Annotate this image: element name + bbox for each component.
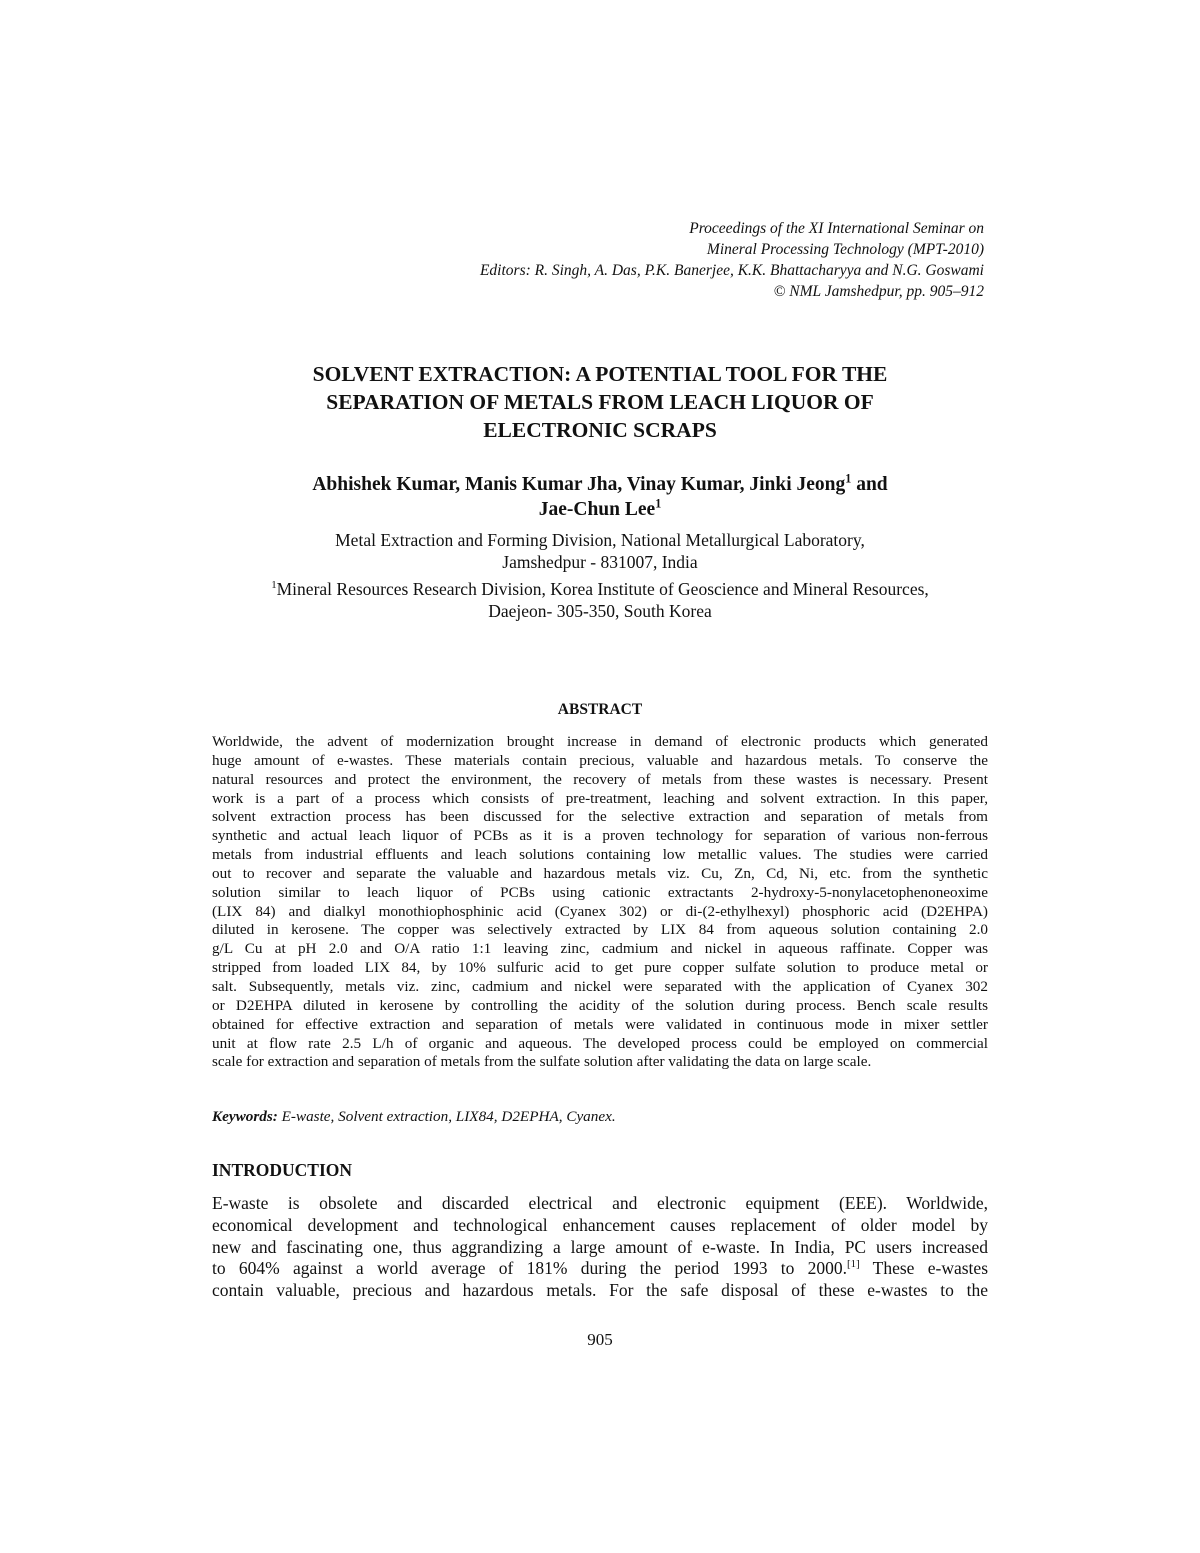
abstract-line: (LIX 84) and dialkyl monothiophosphinic acid (Cyanex 302) or di-(2-ethylhexyl) phosphoric acid (D2EHPA) — [212, 902, 988, 920]
abstract-line: unit at flow rate 2.5 L/h of organic and aqueous. The developed process could be employed on commercial — [212, 1034, 988, 1052]
keywords-label: Keywords: — [212, 1108, 278, 1125]
intro-line: contain valuable, precious and hazardous metals. For the safe disposal of these e-wastes to the — [212, 1280, 988, 1301]
intro-line: new and fascinating one, thus aggrandizing a large amount of e-waste. In India, PC users increased — [212, 1236, 988, 1257]
keywords — [212, 1107, 988, 1127]
abstract-line: Worldwide, the advent of modernization brought increase in demand of electronic products which generated — [212, 733, 988, 750]
abstract-line: g/L Cu at pH 2.0 and O/A ratio 1:1 leaving zinc, cadmium and nickel in aqueous raffinate. Copper was — [212, 940, 988, 958]
abstract-line: stripped from loaded LIX 84, by 10% sulfuric acid to get pure copper sulfate solution to produce metal or — [212, 959, 988, 977]
abstract-line: natural resources and protect the environment, the recovery of metals from these wastes is necessary. Present — [212, 770, 988, 788]
title-line: SOLVENT EXTRACTION: A POTENTIAL TOOL FOR THE — [312, 362, 888, 386]
affiliation-text: Mineral Resources Research Division, Korea Institute of Geoscience and Mineral Resources, — [276, 579, 929, 599]
abstract-line: synthetic and actual leach liquor of PCBs as it is a proven technology for separation of various non-ferrous — [212, 827, 988, 845]
abstract-body — [212, 733, 988, 1072]
intro-line: E-waste is obsolete and discarded electrical and electronic equipment (EEE). Worldwide, — [212, 1193, 988, 1213]
abstract-line: metals from industrial effluents and leach solutions containing low metallic values. The studies were carried — [212, 846, 988, 864]
abstract-line: obtained for effective extraction and separation of metals were validated in continuous mode in mixer settler — [212, 1015, 988, 1033]
affiliation-line: Metal Extraction and Forming Division, National Metallurgical Laboratory, — [335, 530, 865, 550]
introduction-body — [212, 1193, 988, 1302]
affiliation-line: Daejeon- 305-350, South Korea — [488, 601, 712, 621]
abstract-line: scale for extraction and separation of metals from the sulfate solution after validating the data on large scale. — [212, 1053, 872, 1071]
abstract-line: solvent extraction process has been discussed for the selective extraction and separation of metals from — [212, 808, 988, 826]
affiliation-kigam — [212, 578, 988, 622]
abstract-line: or D2EHPA diluted in kerosene by controlling the acidity of the solution during process. Bench scale results — [212, 996, 988, 1014]
keywords-text: E-waste, Solvent extraction, LIX84, D2EPHA, Cyanex. — [277, 1108, 616, 1125]
page-number: 905 — [587, 1330, 613, 1349]
affiliation-marker: 1 — [655, 496, 662, 511]
abstract-line: out to recover and separate the valuable and hazardous metals viz. Cu, Zn, Cd, Ni, etc. from the synthetic — [212, 864, 988, 882]
intro-line: economical development and technological enhancement causes replacement of older model by — [212, 1214, 988, 1235]
affiliation-marker: 1 — [271, 579, 277, 592]
author-list — [212, 472, 988, 522]
paper-title — [212, 360, 988, 444]
author-conjunction: and — [851, 474, 888, 495]
intro-line — [212, 1258, 988, 1280]
abstract-line: work is a part of a process which consists of pre-treatment, leaching and solvent extraction. In this paper, — [212, 789, 988, 807]
abstract-line: salt. Subsequently, metals viz. zinc, cadmium and nickel were separated with the application of Cyanex 302 — [212, 977, 988, 995]
intro-text: to 604% against a world average of 181% during the period 1993 to 2000. — [212, 1258, 848, 1279]
affiliation-line: Jamshedpur - 831007, India — [502, 552, 698, 572]
proceedings-header — [480, 218, 984, 302]
abstract-line: solution similar to leach liquor of PCBs using cationic extractants 2-hydroxy-5-nonylacetophenoneoxime — [212, 883, 988, 901]
author-names: Abhishek Kumar, Manis Kumar Jha, Vinay Kumar, Jinki Jeong — [312, 474, 846, 495]
introduction-heading: INTRODUCTION — [212, 1160, 353, 1180]
header-line: Editors: R. Singh, A. Das, P.K. Banerjee, K.K. Bhattacharyya and N.G. Goswami — [479, 262, 984, 279]
citation-marker: [1] — [847, 1258, 860, 1271]
affiliation-line — [212, 578, 988, 600]
author-line — [212, 497, 988, 522]
abstract-heading: ABSTRACT — [557, 701, 643, 718]
header-line: © NML Jamshedpur, pp. 905–912 — [773, 283, 984, 300]
title-line: ELECTRONIC SCRAPS — [483, 418, 717, 442]
abstract-line: huge amount of e-wastes. These materials contain precious, valuable and hazardous metals. To conserve the — [212, 751, 988, 769]
header-line: Proceedings of the XI International Seminar on — [689, 220, 984, 237]
author-line — [212, 472, 988, 497]
header-line: Mineral Processing Technology (MPT-2010) — [706, 241, 984, 258]
affiliation-nml — [212, 529, 988, 573]
title-line: SEPARATION OF METALS FROM LEACH LIQUOR OF — [326, 390, 874, 414]
intro-text: These e-wastes — [859, 1258, 988, 1279]
affiliation-marker: 1 — [845, 471, 852, 486]
abstract-line: diluted in kerosene. The copper was selectively extracted by LIX 84 from aqueous solution containing 2.0 — [212, 921, 988, 939]
author-names: Jae-Chun Lee — [538, 499, 656, 520]
